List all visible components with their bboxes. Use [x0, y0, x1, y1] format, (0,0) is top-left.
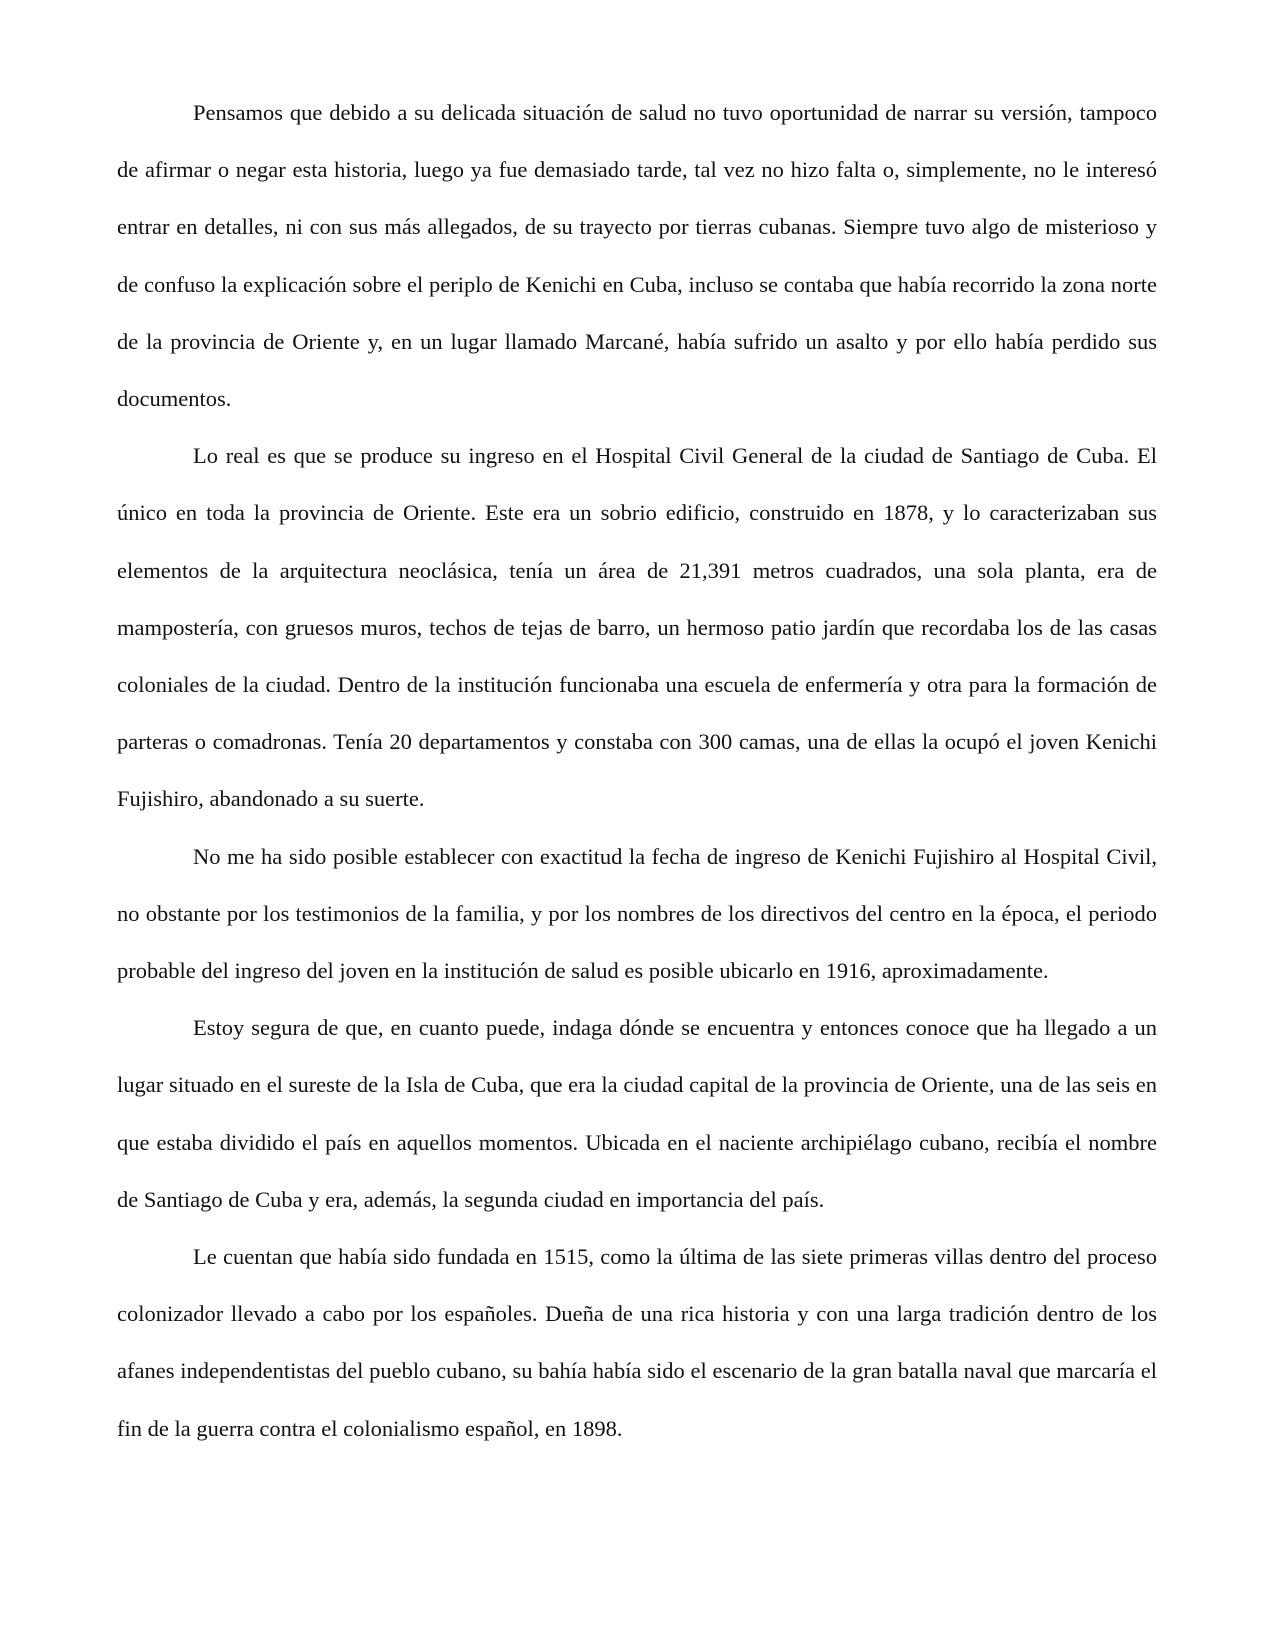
- document-page: [117, 84, 1157, 1457]
- paragraph-3: No me ha sido posible establecer con exactitud la fecha de ingreso de Kenichi Fujishiro al Hospital Civil, no obstante por los testimonios de la familia, y por los nombres de los directivos del centro en la época, el periodo probable del ingreso del joven en la institución de salud es posible ubicarlo en 1916, aproximadamente.: [117, 843, 1157, 984]
- paragraph-2: Lo real es que se produce su ingreso en el Hospital Civil General de la ciudad de Santiago de Cuba. El único en toda la provincia de Oriente. Este era un sobrio edificio, construido en 1878, y lo caracterizaban sus elementos de la arquitectura neoclásica, tenía un área de 21,391 metros cuadrados, una sola planta, era de mampostería, con gruesos muros, techos de tejas de barro, un hermoso patio jardín que recordaba los de las casas coloniales de la ciudad. Dentro de la institución funcionaba una escuela de enfermería y otra para la formación de parteras o comadronas. Tenía 20 departamentos y constaba con 300 camas, una de ellas la ocupó el joven Kenichi Fujishiro, abandonado a su suerte.: [117, 443, 1157, 812]
- paragraph-5: Le cuentan que había sido fundada en 1515, como la última de las siete primeras villas dentro del proceso colonizador llevado a cabo por los españoles. Dueña de una rica historia y con una larga tradición dentro de los afanes independentistas del pueblo cubano, su bahía había sido el escenario de la gran batalla naval que marcaría el fin de la guerra contra el colonialismo español, en 1898.: [117, 1244, 1157, 1441]
- paragraph-1: Pensamos que debido a su delicada situación de salud no tuvo oportunidad de narrar su versión, tampoco de afirmar o negar esta historia, luego ya fue demasiado tarde, tal vez no hizo falta o, simplemente, no le interesó entrar en detalles, ni con sus más allegados, de su trayecto por tierras cubanas. Siempre tuvo algo de misterioso y de confuso la explicación sobre el periplo de Kenichi en Cuba, incluso se contaba que había recorrido la zona norte de la provincia de Oriente y, en un lugar llamado Marcané, había sufrido un asalto y por ello había perdido sus documentos.: [117, 100, 1157, 412]
- paragraph-4: Estoy segura de que, en cuanto puede, indaga dónde se encuentra y entonces conoce que ha llegado a un lugar situado en el sureste de la Isla de Cuba, que era la ciudad capital de la provincia de Oriente, una de las seis en que estaba dividido el país en aquellos momentos. Ubicada en el naciente archipiélago cubano, recibía el nombre de Santiago de Cuba y era, además, la segunda ciudad en importancia del país.: [117, 1015, 1157, 1212]
